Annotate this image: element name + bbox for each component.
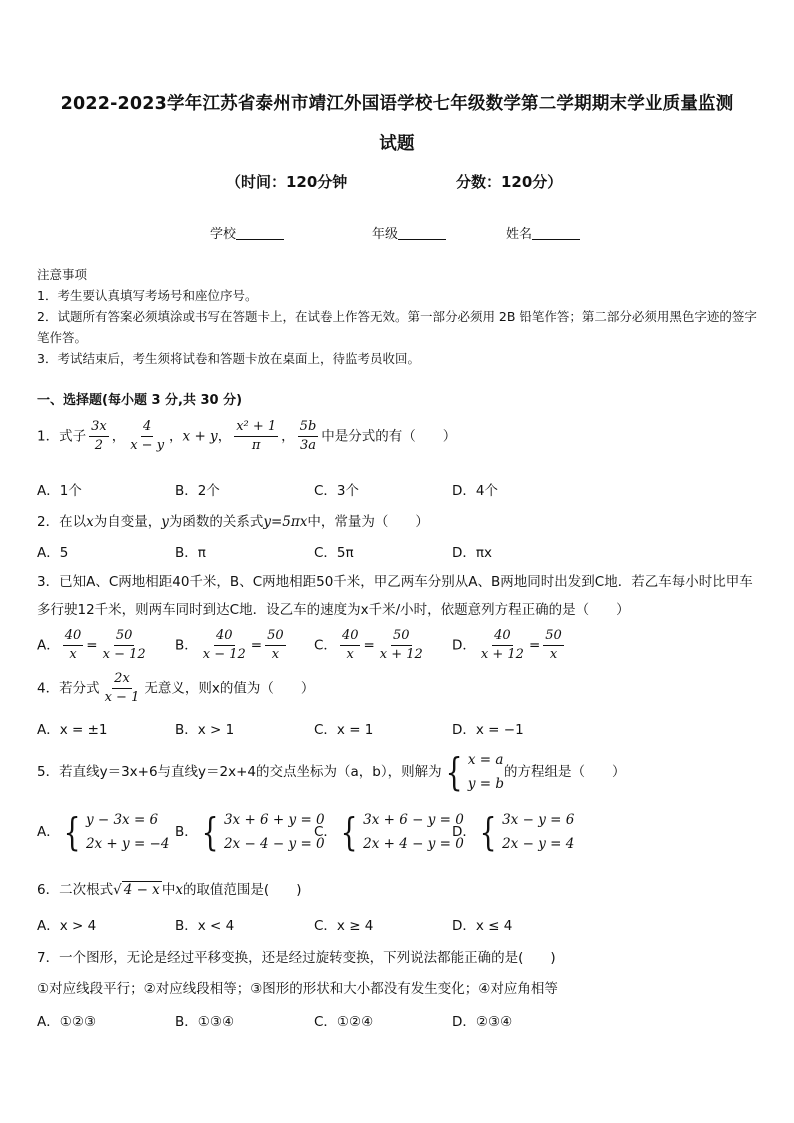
question-2: 2．在以x为自变量，y为函数的关系式y=5πx中，常量为（ ） [37, 514, 429, 530]
q1-option-b[interactable]: B．2个 [175, 483, 220, 499]
question-1: 1．式子 $\frac{3x}{2}$ ， $\frac{4}{x - y}$ ，x + y， $\frac{\text{x² + 1}}{\pi}$ ， $\frac{5b}{3a}$ 中是分式的有（ ） [37, 419, 457, 453]
name-field[interactable] [506, 223, 580, 242]
q1-fraction-4: $\frac{\text{x² + 1}}{\pi}$ [236, 419, 277, 453]
q1-prefix: 1．式子 [37, 428, 87, 445]
q3-option-c[interactable]: C． $\frac{40}{x}$ = $\frac{50}{x + 12}$ [314, 628, 423, 662]
q1-option-c[interactable]: C．3个 [314, 483, 360, 499]
name-label: 姓名 [506, 227, 533, 242]
question-7: 7．一个图形，无论是经过平移变换，还是经过旋转变换，下列说法都能正确的是( ) [37, 950, 556, 966]
q4-option-a[interactable]: A．x = ±1 [37, 722, 108, 738]
school-label: 学校 [210, 227, 237, 242]
q4-option-b[interactable]: B．x > 1 [175, 722, 235, 738]
q6-radical: √ 4 − x [113, 882, 160, 898]
q2-option-a[interactable]: A．5 [37, 545, 69, 561]
q1-option-a[interactable]: A．1个 [37, 483, 82, 499]
question-5: 5．若直线y＝3x+6与直线y＝2x+4的交点坐标为（a，b），则解为 { x = a y = b 的方程组是（ ） [37, 750, 626, 794]
question-3: 3．已知A、C两地相距40千米，B、C两地相距50千米，甲乙两车分别从A、B两地同时出发到C地．若乙车每小时比甲车多行驶12千米，则两车同时到达C地．设乙车的速度为x千米/小时，依题意列方程正确的是（ ） [37, 574, 753, 618]
q6-option-a[interactable]: A．x > 4 [37, 918, 97, 934]
q3-option-d[interactable]: D． $\frac{40}{x + 12}$ = $\frac{50}{x}$ [452, 628, 562, 662]
q7-option-a[interactable]: A．①②③ [37, 1014, 97, 1030]
question-6: 6．二次根式√ 4 − x 中x的取值范围是( ) [37, 882, 302, 898]
q1-expression-3: x + y [182, 428, 218, 445]
q5-option-c[interactable]: C． { 3x + 6 − y = 0 2x + 4 − y = 0 [314, 810, 464, 854]
q4-fraction: $\frac{2x}{x - 1}$ [104, 671, 140, 705]
q3-option-b[interactable]: B． $\frac{40}{x - 12}$ = $\frac{50}{x}$ [175, 628, 284, 662]
question-4: 4．若分式 $\frac{2x}{x - 1}$ 无意义，则x的值为（ ） [37, 671, 315, 705]
q1-option-d[interactable]: D．4个 [452, 483, 498, 499]
q5-option-a[interactable]: A． { y − 3x = 6 2x + y = −4 [37, 810, 170, 854]
q2-option-c[interactable]: C．5π [314, 545, 354, 561]
section-heading: 一、选择题(每小题 3 分,共 30 分) [37, 393, 243, 408]
q6-option-b[interactable]: B．x < 4 [175, 918, 235, 934]
exam-notes [37, 264, 759, 369]
title-line-2: 试题 [379, 134, 415, 154]
q5-option-b[interactable]: B． { 3x + 6 + y = 0 2x − 4 − y = 0 [175, 810, 325, 854]
grade-field[interactable] [372, 223, 446, 242]
name-blank[interactable] [532, 226, 580, 240]
q1-fraction-1: $\frac{3x}{2}$ [91, 419, 107, 453]
q2-option-b[interactable]: B．π [175, 545, 206, 561]
q7-statements: ①对应线段平行；②对应线段相等；③图形的形状和大小都没有发生变化；④对应角相等 [37, 981, 558, 997]
total-score: 分数：120分） [456, 173, 563, 191]
grade-blank[interactable] [398, 226, 446, 240]
notes-heading: 注意事项 [37, 267, 88, 282]
title-line-1: 2022-2023学年江苏省泰州市靖江外国语学校七年级数学第二学期期末学业质量监测 [60, 94, 734, 114]
q1-suffix: 中是分式的有（ ） [321, 428, 457, 445]
q1-fraction-2: $\frac{4}{x - y}$ [130, 419, 165, 453]
q6-option-d[interactable]: D．x ≤ 4 [452, 918, 513, 934]
q4-option-c[interactable]: C．x = 1 [314, 722, 374, 738]
q7-option-c[interactable]: C．①②④ [314, 1014, 374, 1030]
q6-option-c[interactable]: C．x ≥ 4 [314, 918, 374, 934]
school-blank[interactable] [236, 226, 284, 240]
q2-option-d[interactable]: D．πx [452, 545, 493, 561]
grade-label: 年级 [372, 227, 399, 242]
school-field[interactable] [210, 223, 284, 242]
q5-option-d[interactable]: D． { 3x − y = 6 2x − y = 4 [452, 810, 575, 854]
note-item: 3．考试结束后，考生须将试卷和答题卡放在桌面上，待监考员收回。 [37, 351, 420, 366]
q7-option-d[interactable]: D．②③④ [452, 1014, 513, 1030]
q4-option-d[interactable]: D．x = −1 [452, 722, 524, 738]
time-limit: （时间：120分钟 [226, 173, 348, 191]
q7-option-b[interactable]: B．①③④ [175, 1014, 235, 1030]
q3-option-a[interactable]: A． $\frac{40}{x}$ = $\frac{50}{x - 12}$ [37, 628, 146, 662]
note-item: 1．考生要认真填写考场号和座位序号。 [37, 288, 258, 303]
q5-solution-system: { x = a y = b [445, 750, 504, 794]
exam-title [30, 84, 764, 164]
q1-fraction-5: $\frac{5b}{3a}$ [299, 419, 317, 453]
note-item: 2．试题所有答案必须填涂或书写在答题卡上，在试卷上作答无效。第一部分必须用 2B 铅笔作答；第二部分必须用黑色字迹的签字笔作答。 [37, 309, 757, 345]
